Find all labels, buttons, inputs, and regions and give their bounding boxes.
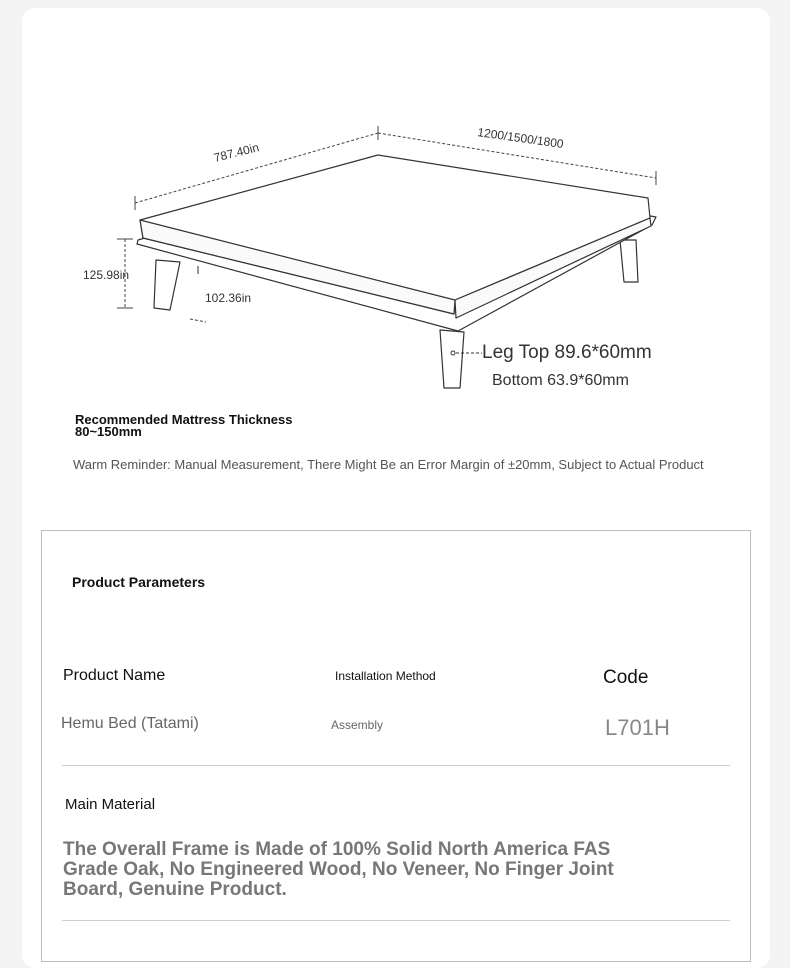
dim-clearance-label: 102.36in xyxy=(205,291,252,305)
mattress-thickness-note: Recommended Mattress Thickness 80~150mm xyxy=(75,412,293,439)
code-label: Code xyxy=(603,667,649,688)
product-name-value: Hemu Bed (Tatami) xyxy=(61,715,199,732)
divider xyxy=(62,765,730,766)
leg-top-label: Leg Top 89.6*60mm xyxy=(482,342,652,363)
main-material-label: Main Material xyxy=(65,796,156,813)
installation-method-label: Installation Method xyxy=(335,669,436,683)
divider xyxy=(62,920,730,921)
main-material-value: The Overall Frame is Made of 100% Solid North America FAS Grade Oak, No Engineered Wood, No Veneer, No Finger Joint Board, Genuine Product. xyxy=(63,839,614,900)
dim-length-label: 787.40in xyxy=(212,140,261,165)
product-parameters-panel xyxy=(41,530,751,962)
dim-height-label: 125.98in xyxy=(83,268,130,282)
installation-method-value: Assembly xyxy=(331,718,384,732)
leg-bottom-label: Bottom 63.9*60mm xyxy=(492,372,629,389)
code-value: L701H xyxy=(605,715,670,740)
dim-width-label: 1200/1500/1800 xyxy=(476,125,565,152)
product-name-label: Product Name xyxy=(63,667,166,684)
bed-dimension-diagram xyxy=(0,0,790,400)
params-title: Product Parameters xyxy=(72,574,206,590)
measurement-reminder: Warm Reminder: Manual Measurement, There Might Be an Error Margin of ±20mm, Subject to Actual Product xyxy=(73,457,704,472)
